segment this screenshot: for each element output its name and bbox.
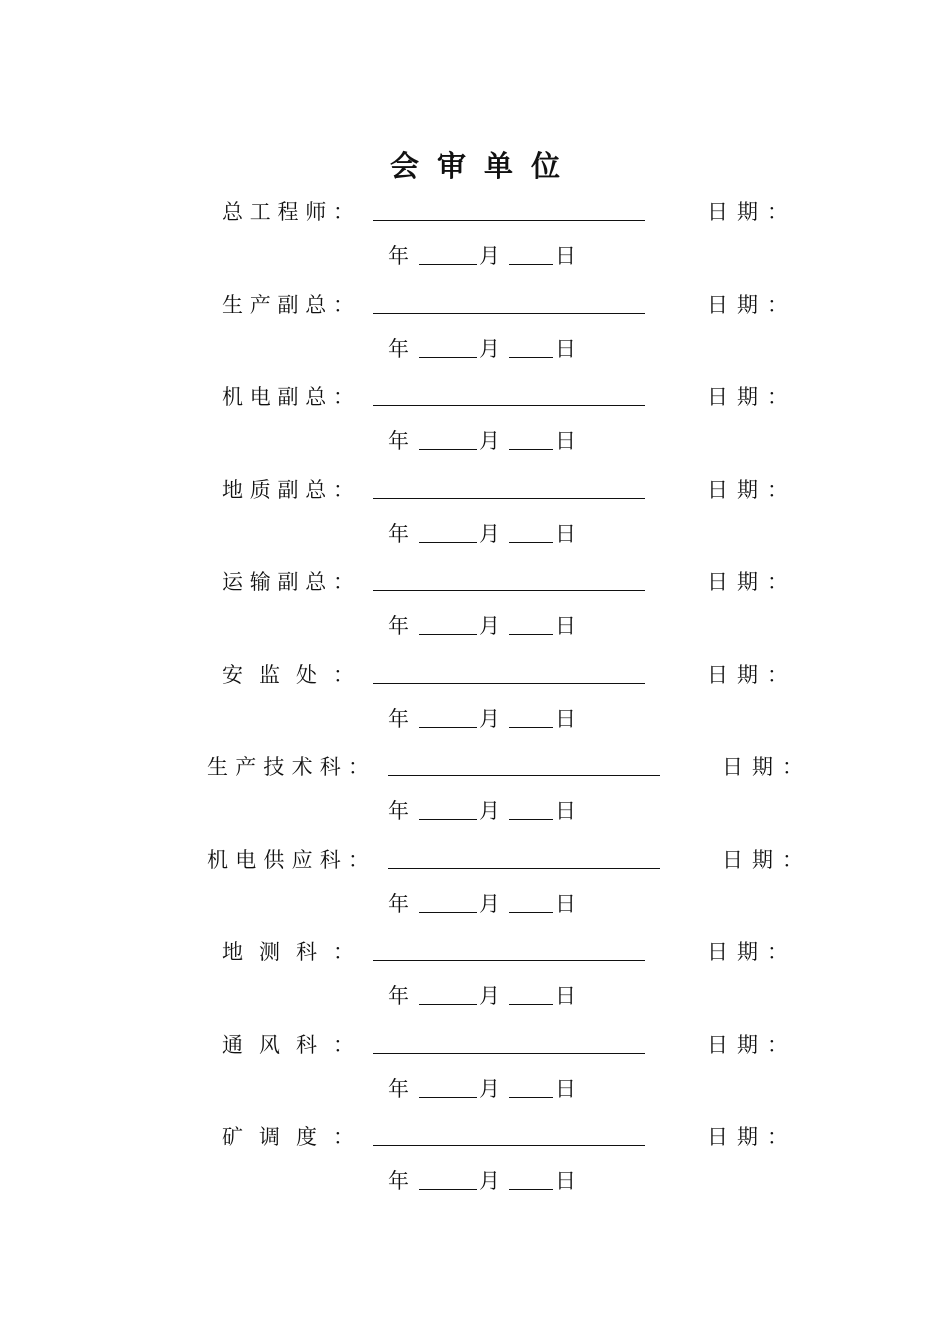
date-unit-month: 月 <box>479 891 500 916</box>
signer-label: 地测科： <box>222 940 354 964</box>
date-line <box>0 701 950 737</box>
date-label: 日期： <box>707 200 797 224</box>
signature-line[interactable] <box>373 1145 645 1146</box>
signature-line[interactable] <box>373 498 645 499</box>
month-blank[interactable] <box>419 542 477 543</box>
signature-row <box>0 840 950 880</box>
date-unit-day: 日 <box>555 984 576 1008</box>
date-unit-year: 年 <box>388 429 409 453</box>
date-unit-year: 年 <box>388 1076 409 1101</box>
signature-row <box>0 192 950 232</box>
date-label: 日期： <box>707 662 797 687</box>
date-unit-month: 月 <box>479 799 500 823</box>
day-blank[interactable] <box>509 912 553 913</box>
month-blank[interactable] <box>419 1004 477 1005</box>
date-unit-month: 月 <box>479 614 500 638</box>
month-blank[interactable] <box>419 1097 477 1098</box>
date-unit-month: 月 <box>479 706 500 731</box>
signature-row <box>0 1117 950 1157</box>
date-unit-month: 月 <box>479 1169 500 1193</box>
signature-row <box>0 470 950 510</box>
date-label: 日期： <box>707 1125 797 1149</box>
date-label: 日期： <box>722 755 812 779</box>
signature-row <box>0 377 950 417</box>
signer-label: 机电副总： <box>222 385 354 409</box>
date-label: 日期： <box>707 477 797 502</box>
signature-row <box>0 562 950 602</box>
month-blank[interactable] <box>419 819 477 820</box>
signature-line[interactable] <box>373 313 645 314</box>
date-unit-year: 年 <box>388 336 409 361</box>
day-blank[interactable] <box>509 727 553 728</box>
month-blank[interactable] <box>419 634 477 635</box>
signer-label: 生产技术科： <box>207 755 369 779</box>
date-unit-day: 日 <box>555 799 576 823</box>
date-line <box>0 238 950 274</box>
date-unit-month: 月 <box>479 244 500 268</box>
signature-line[interactable] <box>373 683 645 684</box>
date-unit-year: 年 <box>388 706 409 731</box>
day-blank[interactable] <box>509 1189 553 1190</box>
date-label: 日期： <box>707 1032 797 1057</box>
signature-row <box>0 747 950 787</box>
date-unit-month: 月 <box>479 429 500 453</box>
day-blank[interactable] <box>509 1004 553 1005</box>
day-blank[interactable] <box>509 264 553 265</box>
date-label: 日期： <box>707 940 797 964</box>
signature-line[interactable] <box>373 960 645 961</box>
month-blank[interactable] <box>419 912 477 913</box>
date-line <box>0 793 950 829</box>
date-unit-month: 月 <box>479 521 500 546</box>
date-unit-month: 月 <box>479 336 500 361</box>
page-title: 会审单位 <box>389 149 578 183</box>
date-unit-day: 日 <box>555 1169 576 1193</box>
date-unit-day: 日 <box>555 1076 576 1101</box>
signer-label: 总工程师： <box>222 200 354 224</box>
date-unit-year: 年 <box>388 244 409 268</box>
date-unit-year: 年 <box>388 1169 409 1193</box>
date-unit-day: 日 <box>555 706 576 731</box>
date-unit-day: 日 <box>555 336 576 361</box>
month-blank[interactable] <box>419 264 477 265</box>
day-blank[interactable] <box>509 449 553 450</box>
date-unit-month: 月 <box>479 1076 500 1101</box>
signature-row <box>0 1025 950 1065</box>
date-line <box>0 886 950 922</box>
date-unit-year: 年 <box>388 891 409 916</box>
date-unit-year: 年 <box>388 984 409 1008</box>
date-unit-month: 月 <box>479 984 500 1008</box>
signer-label: 生产副总： <box>222 292 354 317</box>
signature-line[interactable] <box>373 590 645 591</box>
signature-line[interactable] <box>388 868 660 869</box>
signer-label: 机电供应科： <box>207 847 369 872</box>
date-unit-year: 年 <box>388 614 409 638</box>
date-line <box>0 1071 950 1107</box>
date-label: 日期： <box>707 292 797 317</box>
signer-label: 通风科： <box>222 1032 354 1057</box>
date-line <box>0 608 950 644</box>
month-blank[interactable] <box>419 449 477 450</box>
date-unit-day: 日 <box>555 244 576 268</box>
day-blank[interactable] <box>509 819 553 820</box>
date-label: 日期： <box>722 847 812 872</box>
month-blank[interactable] <box>419 1189 477 1190</box>
date-unit-day: 日 <box>555 891 576 916</box>
signer-label: 地质副总： <box>222 477 354 502</box>
signer-label: 运输副总： <box>222 570 354 594</box>
signer-label: 矿调度： <box>222 1125 354 1149</box>
date-line <box>0 1163 950 1199</box>
date-unit-day: 日 <box>555 429 576 453</box>
date-unit-day: 日 <box>555 614 576 638</box>
day-blank[interactable] <box>509 634 553 635</box>
date-unit-year: 年 <box>388 799 409 823</box>
date-unit-day: 日 <box>555 521 576 546</box>
month-blank[interactable] <box>419 727 477 728</box>
date-label: 日期： <box>707 385 797 409</box>
signature-row <box>0 655 950 695</box>
signature-line[interactable] <box>388 775 660 776</box>
signer-label: 安监处： <box>222 662 354 687</box>
date-label: 日期： <box>707 570 797 594</box>
signature-row <box>0 285 950 325</box>
day-blank[interactable] <box>509 357 553 358</box>
date-line <box>0 331 950 367</box>
date-line <box>0 978 950 1014</box>
month-blank[interactable] <box>419 357 477 358</box>
day-blank[interactable] <box>509 542 553 543</box>
date-line <box>0 516 950 552</box>
date-line <box>0 423 950 459</box>
day-blank[interactable] <box>509 1097 553 1098</box>
signature-line[interactable] <box>373 405 645 406</box>
date-unit-year: 年 <box>388 521 409 546</box>
signature-row <box>0 932 950 972</box>
signature-line[interactable] <box>373 220 645 221</box>
signature-line[interactable] <box>373 1053 645 1054</box>
